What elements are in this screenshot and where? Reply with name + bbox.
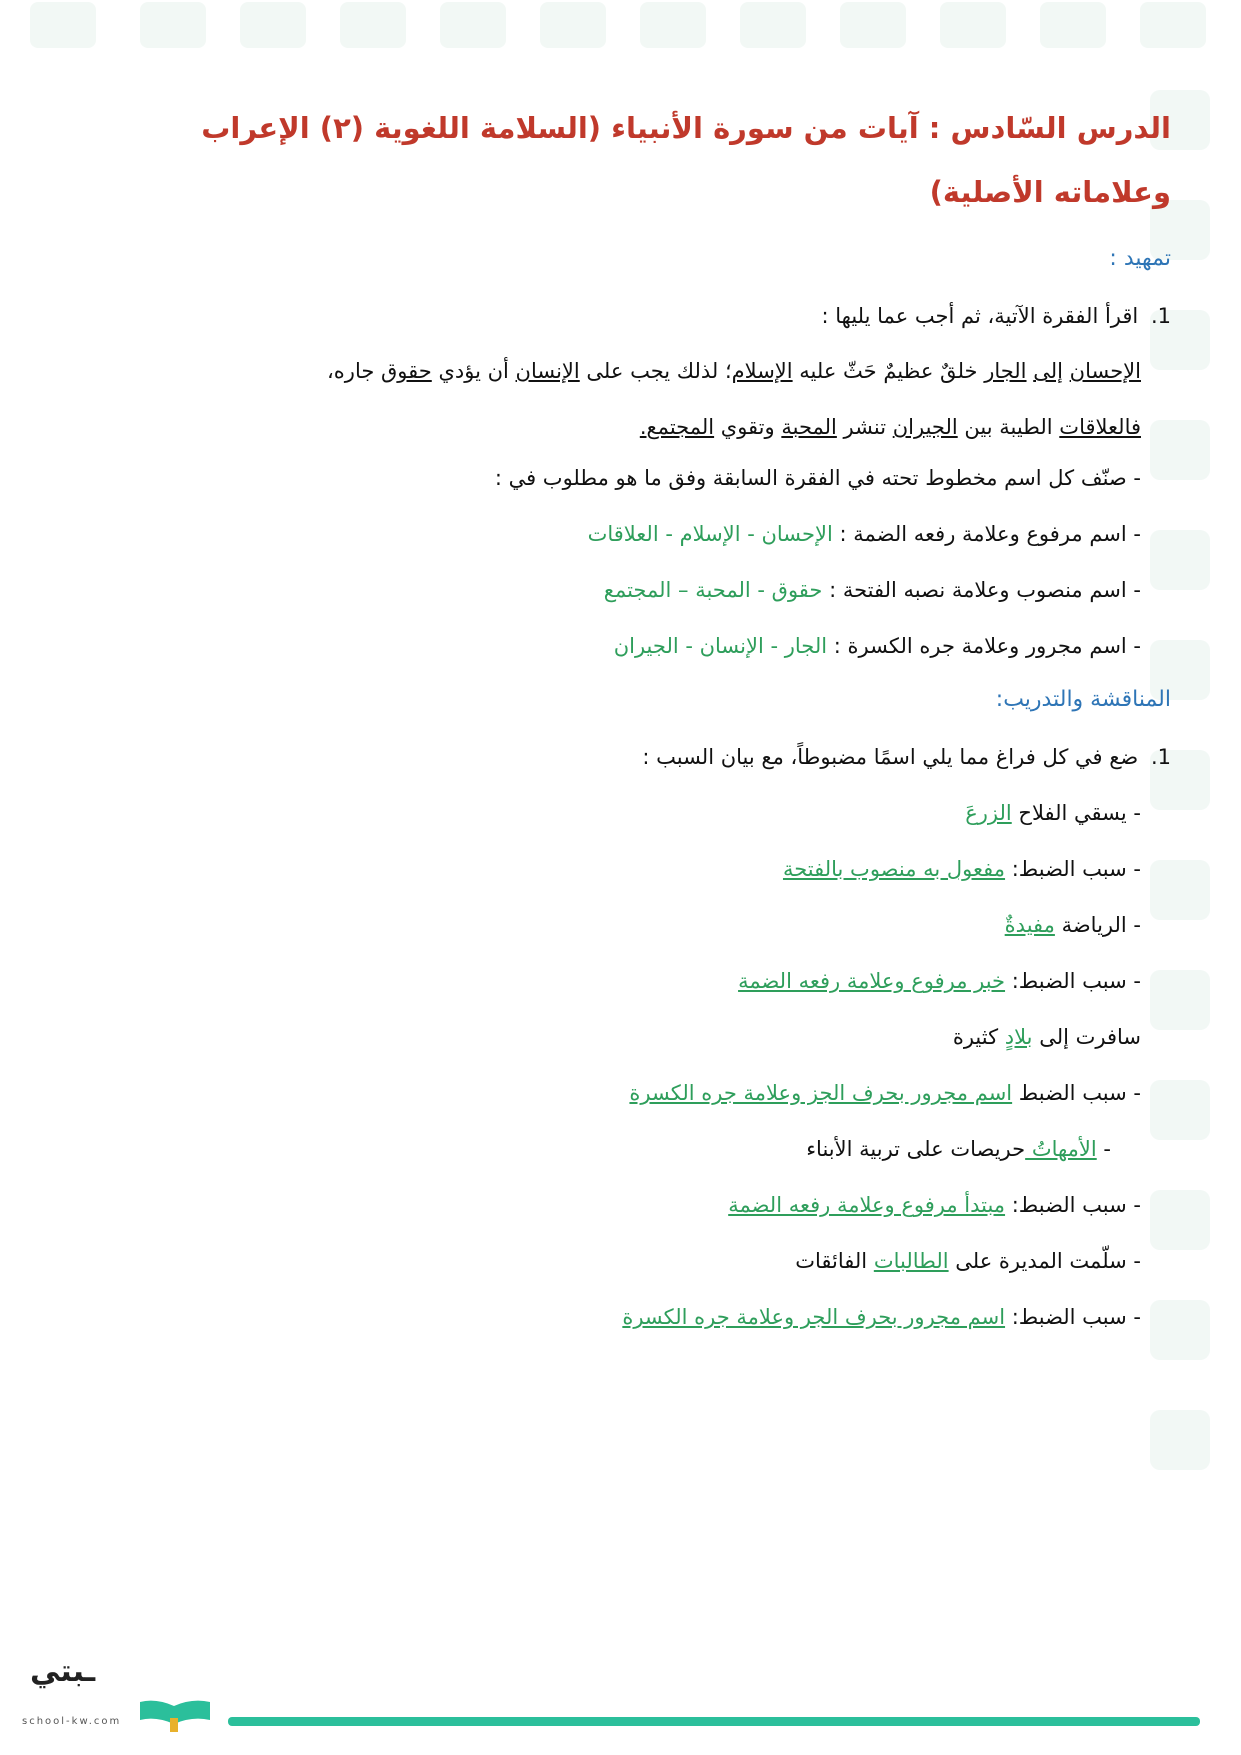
classify-answer: الجار - الإنسان - الجيران — [613, 634, 828, 658]
watermark-icon — [340, 2, 406, 48]
item-answer: اسم مجرور بحرف الجز وعلامة جره الكسرة — [629, 1081, 1013, 1105]
practice-item — [96, 1022, 1171, 1052]
item-text: حريصات على تربية الأبناء — [806, 1137, 1026, 1161]
underlined-noun: المجتمع — [646, 415, 715, 439]
item-answer: الطالبات — [873, 1249, 949, 1273]
item-answer: الزرعَ — [965, 801, 1012, 825]
item-text: - سبب الضبط — [1012, 1081, 1141, 1105]
underlined-noun: الإسلام — [731, 359, 793, 383]
practice-item — [96, 1302, 1171, 1332]
lesson-content — [96, 96, 1171, 1358]
site-url: school-kw.com — [22, 1716, 122, 1727]
item-answer: الأمهاتُ — [1025, 1137, 1097, 1161]
underlined-noun: الجار — [984, 359, 1027, 383]
item-text: - — [1096, 1137, 1111, 1161]
book-icon — [138, 1698, 212, 1732]
watermark-icon — [640, 2, 706, 48]
item-text: سافرت إلى — [1032, 1025, 1141, 1049]
watermark-icon — [1040, 2, 1106, 48]
item-text: - يسقي الفلاح — [1011, 801, 1141, 825]
item-answer: بلادٍ — [1004, 1025, 1033, 1049]
question-text: ضع في كل فراغ مما يلي اسمًا مضبوطاً، مع بيان السبب : — [642, 745, 1139, 769]
watermark-icon — [440, 2, 506, 48]
practice-item — [96, 1134, 1171, 1164]
watermark-icon — [30, 2, 96, 48]
practice-item — [96, 910, 1171, 940]
watermark-icon — [540, 2, 606, 48]
classify-answer: الإحسان - الإسلام - العلاقات — [587, 522, 833, 546]
footer-divider — [228, 1717, 1200, 1726]
underlined-noun: حقوق — [381, 359, 432, 383]
paragraph-text: الطيبة بين — [957, 415, 1060, 439]
classify-answer: حقوق - المحبة – المجتمع — [603, 578, 823, 602]
paragraph-text: أن يؤدي — [431, 359, 516, 383]
intro-question — [96, 301, 1171, 331]
classify-row — [96, 519, 1171, 549]
item-text: كثيرة — [952, 1025, 1005, 1049]
practice-item — [96, 1190, 1171, 1220]
paragraph-text: ؛ لذلك يجب على — [579, 359, 732, 383]
classify-instruction: - صنّف كل اسم مخطوط تحته في الفقرة السابقة وفق ما هو مطلوب في : — [494, 466, 1141, 490]
practice-item — [96, 854, 1171, 884]
paragraph-text: خلقٌ عظيمٌ حَثّ عليه — [792, 359, 985, 383]
item-answer: اسم مجرور بحرف الجر وعلامة جره الكسرة — [622, 1305, 1006, 1329]
practice-item — [96, 966, 1171, 996]
intro-heading: تمهيد : — [1109, 246, 1171, 271]
practice-item — [96, 1246, 1171, 1276]
watermark-icon — [840, 2, 906, 48]
underlined-noun: الجيران — [892, 415, 958, 439]
item-text: - سبب الضبط: — [1005, 969, 1141, 993]
paragraph-text: . — [639, 415, 647, 439]
paragraph-text: تنشر — [836, 415, 893, 439]
classify-label: - اسم مجرور وعلامة جره الكسرة : — [833, 634, 1141, 658]
underlined-noun: فالعلاقات — [1059, 415, 1141, 439]
paragraph-text: جاره، — [327, 359, 382, 383]
item-text: الفائقات — [795, 1249, 874, 1273]
paragraph-text — [1063, 359, 1070, 383]
practice-question — [96, 742, 1171, 772]
item-text: - سبب الضبط: — [1005, 857, 1141, 881]
watermark-icon — [940, 2, 1006, 48]
paragraph-text: إلى — [1033, 359, 1063, 383]
reading-paragraph — [96, 343, 1171, 455]
question-number: 1. — [1150, 745, 1171, 769]
watermark-icon — [240, 2, 306, 48]
site-logo: ـبتي — [30, 1654, 96, 1689]
item-answer: مفيدةٌ — [1004, 913, 1055, 937]
watermark-icon — [740, 2, 806, 48]
watermark-icon — [1150, 1410, 1210, 1470]
practice-item — [96, 1078, 1171, 1108]
practice-item — [96, 798, 1171, 828]
item-text: - سبب الضبط: — [1005, 1193, 1141, 1217]
item-text: - الرياضة — [1054, 913, 1141, 937]
item-answer: مفعول به منصوب بالفتحة — [782, 857, 1006, 881]
question-number: 1. — [1150, 304, 1171, 328]
underlined-noun: المحبة — [781, 415, 837, 439]
classify-row — [96, 631, 1171, 661]
underlined-noun: الإنسان — [515, 359, 580, 383]
item-text: - سلّمت المديرة على — [948, 1249, 1141, 1273]
item-answer: خبر مرفوع وعلامة رفعه الضمة — [738, 969, 1006, 993]
lesson-title: الدرس السّادس : آيات من سورة الأنبياء (السلامة اللغوية (٢) الإعراب وعلاماته الأصلية) — [201, 111, 1171, 209]
practice-heading: المناقشة والتدريب: — [995, 687, 1171, 712]
watermark-icon — [140, 2, 206, 48]
underlined-noun: الإحسان — [1069, 359, 1141, 383]
question-text: اقرأ الفقرة الآتية، ثم أجب عما يليها : — [821, 304, 1139, 328]
item-answer: مبتدأ مرفوع وعلامة رفعه الضمة — [728, 1193, 1006, 1217]
item-text: - سبب الضبط: — [1005, 1305, 1141, 1329]
classify-row — [96, 575, 1171, 605]
paragraph-text: وتقوي — [714, 415, 782, 439]
watermark-icon — [1140, 2, 1206, 48]
classify-label: - اسم منصوب وعلامة نصبه الفتحة : — [829, 578, 1141, 602]
classify-label: - اسم مرفوع وعلامة رفعه الضمة : — [839, 522, 1141, 546]
